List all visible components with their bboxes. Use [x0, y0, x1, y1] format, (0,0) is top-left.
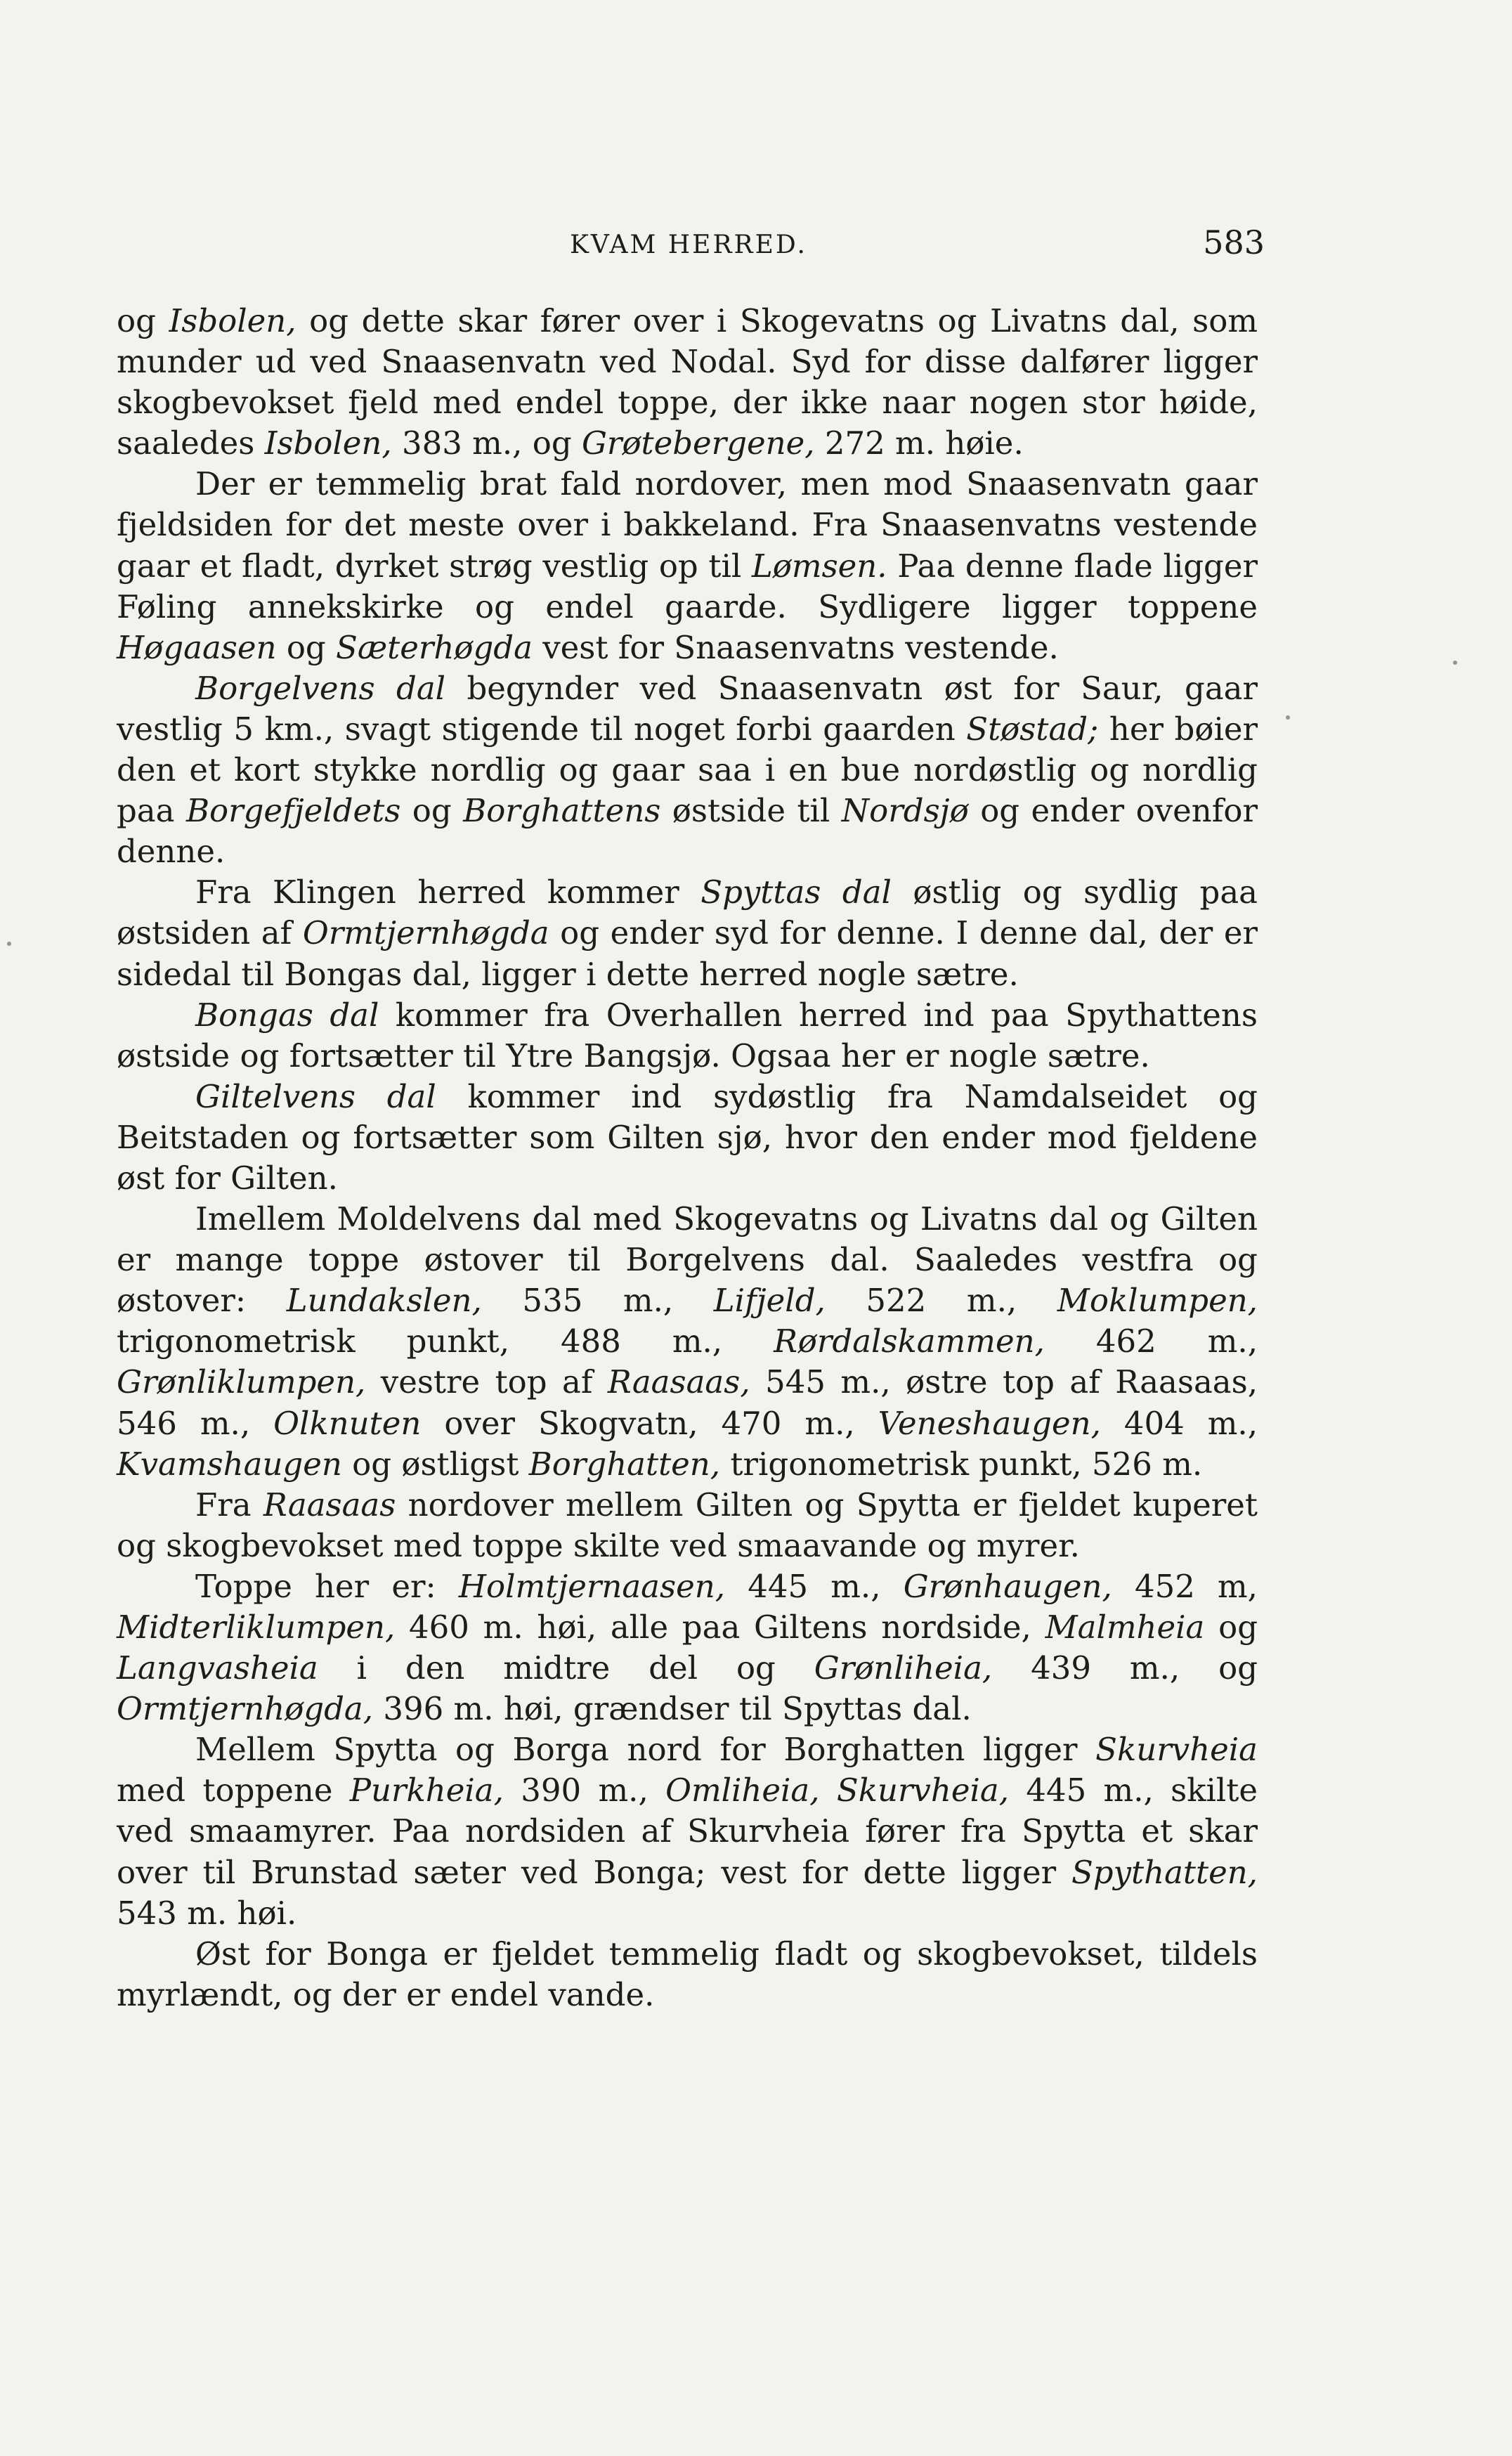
- paragraph: [117, 1934, 1258, 2015]
- italic-place-name: Grønliheia,: [814, 1649, 993, 1687]
- italic-place-name: Omliheia,: [665, 1772, 820, 1809]
- text-run: i den midtre del og: [318, 1649, 814, 1687]
- italic-place-name: Spyttas dal: [700, 873, 892, 911]
- italic-place-name: Borghatten,: [528, 1445, 721, 1483]
- text-run: 445 m., skilte ved smaamyrer. Paa nordsiden af Skurvheia fører fra Spytta et skar over til Brunstad sæter ved Bonga; vest for dette ligger: [117, 1772, 1258, 1891]
- italic-place-name: Olknuten: [273, 1404, 422, 1442]
- italic-place-name: Holmtjernaasen,: [458, 1567, 726, 1605]
- text-run: Imellem Moldelvens dal med Skogevatns og Livatns dal og Gilten er mange toppe østover til Borgelvens dal. Saaledes vestfra og østover:: [117, 1200, 1258, 1320]
- text-run: 535 m.,: [481, 1282, 714, 1320]
- italic-place-name: Skurvheia,: [836, 1772, 1010, 1809]
- paragraph: [117, 668, 1258, 872]
- text-run: Fra Klingen herred kommer: [195, 873, 701, 911]
- italic-place-name: Isbolen,: [264, 424, 392, 462]
- text-run: med toppene: [117, 1772, 350, 1809]
- italic-place-name: Grønhaugen,: [903, 1567, 1112, 1605]
- text-run: 383 m., og: [391, 424, 582, 462]
- text-run: østlig og sydlig paa østsiden af: [117, 873, 1258, 952]
- text-run: 543 m. høi.: [117, 1894, 297, 1932]
- page-header: [112, 223, 1265, 266]
- paragraph: [117, 464, 1258, 668]
- paragraph: [117, 1566, 1258, 1729]
- italic-place-name: Isbolen,: [169, 302, 296, 339]
- text-run: 439 m., og: [992, 1649, 1258, 1687]
- text-run: trigonometrisk punkt, 526 m.: [720, 1445, 1203, 1483]
- italic-place-name: Ormtjernhøgda: [302, 914, 549, 952]
- italic-place-name: Kvamshaugen: [117, 1445, 342, 1483]
- text-run: og: [276, 628, 337, 666]
- text-run: 445 m.,: [725, 1567, 904, 1605]
- italic-place-name: Støstad;: [966, 710, 1099, 748]
- italic-place-name: Raasaas: [263, 1486, 396, 1523]
- text-run: Toppe her er:: [195, 1567, 459, 1605]
- text-run: Øst for Bonga er fjeldet temmelig fladt og skogbevokset, tildels myrlændt, og der er endel vande.: [117, 1935, 1258, 2013]
- running-title: KVAM HERRED.: [570, 230, 807, 259]
- text-run: trigonometrisk punkt, 488 m.,: [117, 1323, 774, 1360]
- italic-place-name: Bongas dal: [195, 996, 379, 1034]
- paragraph: [117, 1729, 1258, 1933]
- italic-place-name: Veneshaugen,: [878, 1404, 1101, 1442]
- italic-place-name: Nordsjø: [841, 792, 969, 830]
- italic-place-name: Grøtebergene,: [581, 424, 815, 462]
- italic-place-name: Sæterhøgda: [336, 628, 533, 666]
- italic-place-name: Lifjeld,: [713, 1282, 826, 1320]
- italic-place-name: Rørdalskammen,: [774, 1323, 1045, 1360]
- text-run: 396 m. høi, grændser til Spyttas dal.: [373, 1690, 972, 1728]
- text-run: her bøier den et kort stykke nordlig og gaar saa i en bue nordøstlig og nordlig paa: [117, 710, 1258, 830]
- text-run: og ender ovenfor denne.: [117, 792, 1258, 871]
- text-run: [820, 1772, 837, 1809]
- text-run: 452 m,: [1112, 1567, 1258, 1605]
- italic-place-name: Borgefjeldets: [185, 792, 401, 830]
- text-run: Paa denne flade ligger Føling annekskirke og endel gaarde. Sydligere ligger toppene: [117, 547, 1258, 625]
- text-run: og: [1204, 1609, 1258, 1646]
- text-run: 462 m.,: [1044, 1323, 1258, 1360]
- text-run: Der er temmelig brat fald nordover, men mod Snaasenvatn gaar fjeldsiden for det meste over i bakkeland. Fra Snaasenvatns vestende gaar et fladt, dyrket strøg vestlig op til: [117, 465, 1258, 585]
- italic-place-name: Giltelvens dal: [195, 1077, 436, 1115]
- italic-place-name: Purkheia,: [349, 1772, 504, 1809]
- italic-place-name: Malmheia: [1045, 1609, 1205, 1646]
- italic-place-name: Langvasheia: [117, 1649, 318, 1687]
- text-run: vestre top af: [365, 1363, 608, 1401]
- text-run: og østligst: [341, 1445, 529, 1483]
- text-run: begynder ved Snaasenvatn øst for Saur, gaar vestlig 5 km., svagt stigende til noget forbi gaarden: [117, 669, 1258, 748]
- text-run: 522 m.,: [825, 1282, 1057, 1320]
- italic-place-name: Lundakslen,: [286, 1282, 482, 1320]
- italic-place-name: Høgaasen: [117, 628, 277, 666]
- text-run: 390 m.,: [503, 1772, 666, 1809]
- paragraph: [117, 1199, 1258, 1485]
- paragraph: [117, 301, 1258, 464]
- italic-place-name: Skurvheia: [1095, 1731, 1258, 1769]
- italic-place-name: Borgelvens dal: [195, 669, 446, 707]
- paper-speck: [1286, 715, 1290, 720]
- text-run: kommer fra Overhallen herred ind paa Spythattens østside og fortsætter til Ytre Bangsjø. Ogsaa her er nogle sætre.: [117, 996, 1258, 1074]
- italic-place-name: Lømsen.: [751, 547, 887, 585]
- text-run: østside til: [660, 792, 842, 830]
- text-run: og ender syd for denne. I denne dal, der er sidedal til Bongas dal, ligger i dette herred nogle sætre.: [117, 914, 1258, 993]
- text-run: og: [117, 302, 169, 339]
- paragraph: [117, 1485, 1258, 1566]
- text-run: og: [400, 792, 464, 830]
- italic-place-name: Grønliklumpen,: [117, 1363, 366, 1401]
- paper-speck: [7, 942, 11, 946]
- text-run: kommer ind sydøstlig fra Namdalseidet og Beitstaden og fortsætter som Gilten sjø, hvor den ender mod fjeldene øst for Gilten.: [117, 1077, 1258, 1197]
- text-run: nordover mellem Gilten og Spytta er fjeldet kuperet og skogbevokset med toppe skilte ved smaavande og myrer.: [117, 1486, 1258, 1564]
- text-run: Fra: [195, 1486, 263, 1523]
- body-text: [117, 301, 1258, 2015]
- italic-place-name: Spythatten,: [1071, 1853, 1258, 1891]
- paper-speck: [1453, 661, 1457, 665]
- paragraph: [117, 872, 1258, 994]
- text-run: vest for Snaasenvatns vestende.: [532, 628, 1059, 666]
- text-run: 272 m. høie.: [814, 424, 1024, 462]
- italic-place-name: Moklumpen,: [1057, 1282, 1258, 1320]
- text-run: 545 m., østre top af Raasaas, 546 m.,: [117, 1363, 1258, 1442]
- paragraph: [117, 1077, 1258, 1199]
- text-run: 404 m.,: [1100, 1404, 1258, 1442]
- text-run: og dette skar fører over i Skogevatns og Livatns dal, som munder ud ved Snaasenvatn ved Nodal. Syd for disse dalfører ligger skogbevokset fjeld med endel toppe, der ikke naar nogen stor høide, saaledes: [117, 302, 1258, 462]
- paragraph: [117, 995, 1258, 1077]
- italic-place-name: Raasaas,: [607, 1363, 750, 1401]
- italic-place-name: Midterliklumpen,: [117, 1609, 396, 1646]
- text-run: 460 m. høi, alle paa Giltens nordside,: [395, 1609, 1045, 1646]
- text-run: over Skogvatn, 470 m.,: [421, 1404, 878, 1442]
- italic-place-name: Ormtjernhøgda,: [117, 1690, 374, 1728]
- page-number: 583: [1203, 223, 1265, 261]
- italic-place-name: Borghattens: [463, 792, 661, 830]
- text-run: Mellem Spytta og Borga nord for Borghatten ligger: [195, 1731, 1096, 1769]
